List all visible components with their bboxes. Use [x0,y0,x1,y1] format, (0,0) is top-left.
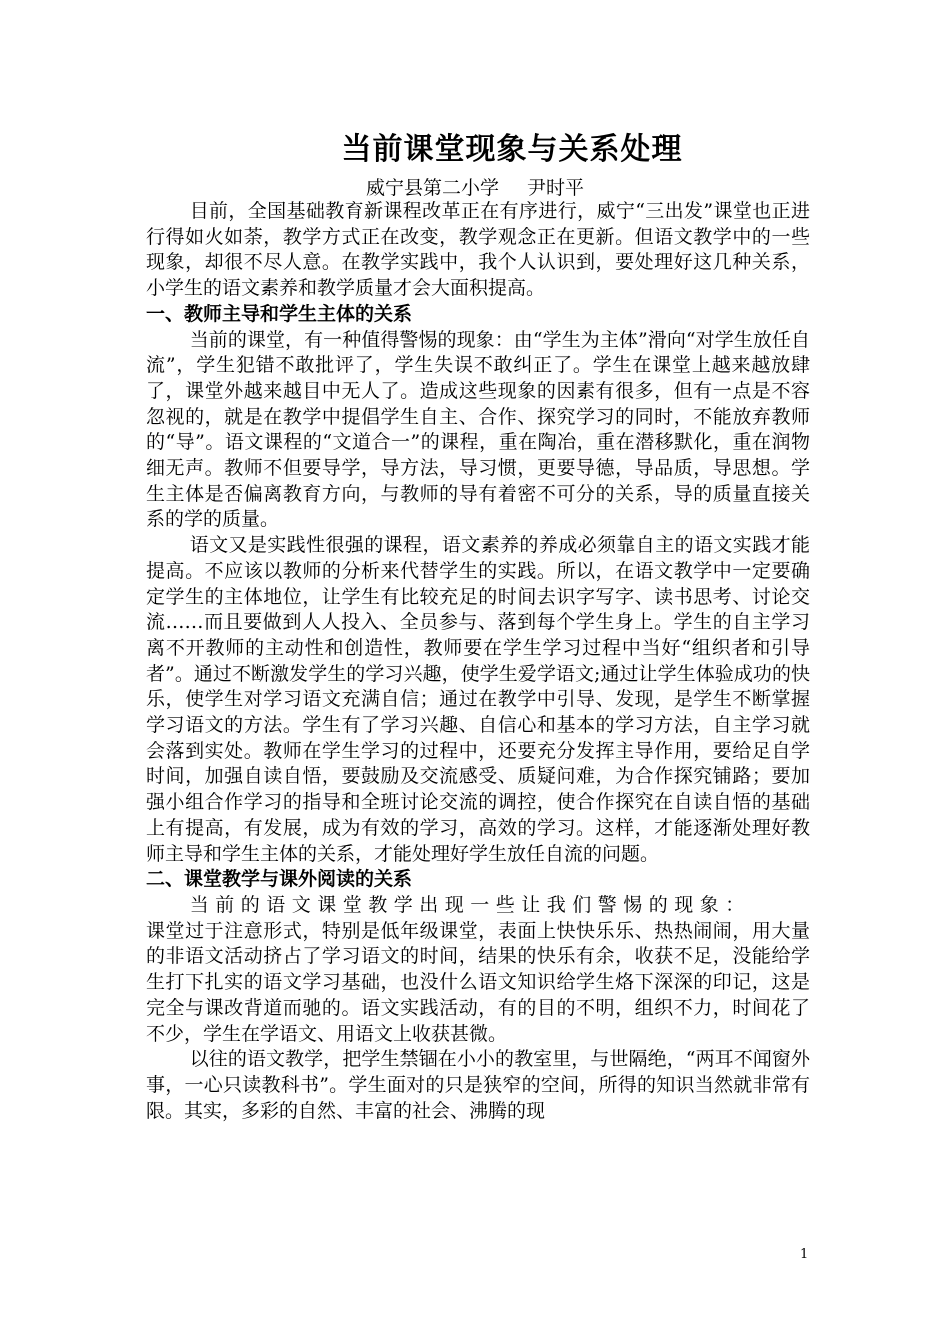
author-name: 尹时平 [527,177,585,199]
document-title: 当前课堂现象与关系处理 [341,132,683,167]
section-heading-1: 一、教师主导和学生主体的关系 [146,302,413,325]
section2-paragraph-1: 课堂过于注意形式，特别是低年级课堂，表面上快快乐乐、热热闹闹，用大量的非语文活动挤占了学习语文的时间，结果的快乐有余，收获不足，没能给学生打下扎实的语文学习基础，也没什么语文知识给学生烙下深深的印记，这是完全与课改背道而驰的。语文实践活动，有的目的不明，组织不力，时间花了不少，学生在学语文、用语文上收获甚微。 [146,919,810,1045]
section-heading-2: 二、课堂教学与课外阅读的关系 [146,868,413,891]
section2-paragraph-1-first-line: 当前的语文课堂教学出现一些让我们警惕的现象： [189,893,751,916]
page-number: 1 [800,1247,809,1262]
section1-paragraph-1: 当前的课堂，有一种值得警惕的现象：由“学生为主体”滑向“对学生放任自流”，学生犯错不敢批评了，学生失误不敢纠正了。学生在课堂上越来越放肆了，课堂外越来越目中无人了。造成这些现象的因素有很多，但有一点是不容忽视的，就是在教学中提倡学生自主、合作、探究学习的同时，不能放弃教师的“导”。语文课程的“文道合一”的课程，重在陶冶，重在潜移默化，重在润物细无声。教师不但要导学，导方法，导习惯，更要导德，导品质，导思想。学生主体是否偏离教育方向，与教师的导有着密不可分的关系，导的质量直接关系的学的质量。 [146,328,810,531]
section1-paragraph-2: 语文又是实践性很强的课程，语文素养的养成必须靠自主的语文实践才能提高。不应该以教师的分析来代替学生的实践。所以，在语文教学中一定要确定学生的主体地位，让学生有比较充足的时间去识字写字、读书思考、讨论交流……而且要做到人人投入、全员参与、落到每个学生身上。学生的自主学习离不开教师的主动性和创造性，教师要在学生学习过程中当好“组织者和引导者”。通过不断激发学生的学习兴趣，使学生爱学语文;通过让学生体验成功的快乐，使学生对学习语文充满自信；通过在教学中引导、发现，是学生不断掌握学习语文的方法。学生有了学习兴趣、自信心和基本的学习方法，自主学习就会落到实处。教师在学生学习的过程中，还要充分发挥主导作用，要给足自学时间，加强自读自悟，要鼓励及交流感受、质疑问难，为合作探究铺路；要加强小组合作学习的指导和全班讨论交流的调控，使合作探究在自读自悟的基础上有提高，有发展，成为有效的学习，高效的学习。这样，才能逐渐处理好教师主导和学生主体的关系，才能处理好学生放任自流的问题。 [146,534,810,865]
document-body [146,199,810,1124]
school-name: 威宁县第二小学 [365,177,499,199]
byline [0,176,950,200]
intro-paragraph: 目前，全国基础教育新课程改革正在有序进行，威宁“三出发”课堂也正进行得如火如荼，教学方式正在改变，教学观念正在更新。但语文教学中的一些现象，却很不尽人意。在教学实践中，我个人认识到，要处理好这几种关系，小学生的语文素养和教学质量才会大面积提高。 [146,200,810,300]
section2-paragraph-2: 以往的语文教学，把学生禁锢在小小的教室里，与世隔绝，“两耳不闻窗外事，一心只读教科书”。学生面对的只是狭窄的空间，所得的知识当然就非常有限。其实，多彩的自然、丰富的社会、沸腾的现 [146,1048,810,1122]
